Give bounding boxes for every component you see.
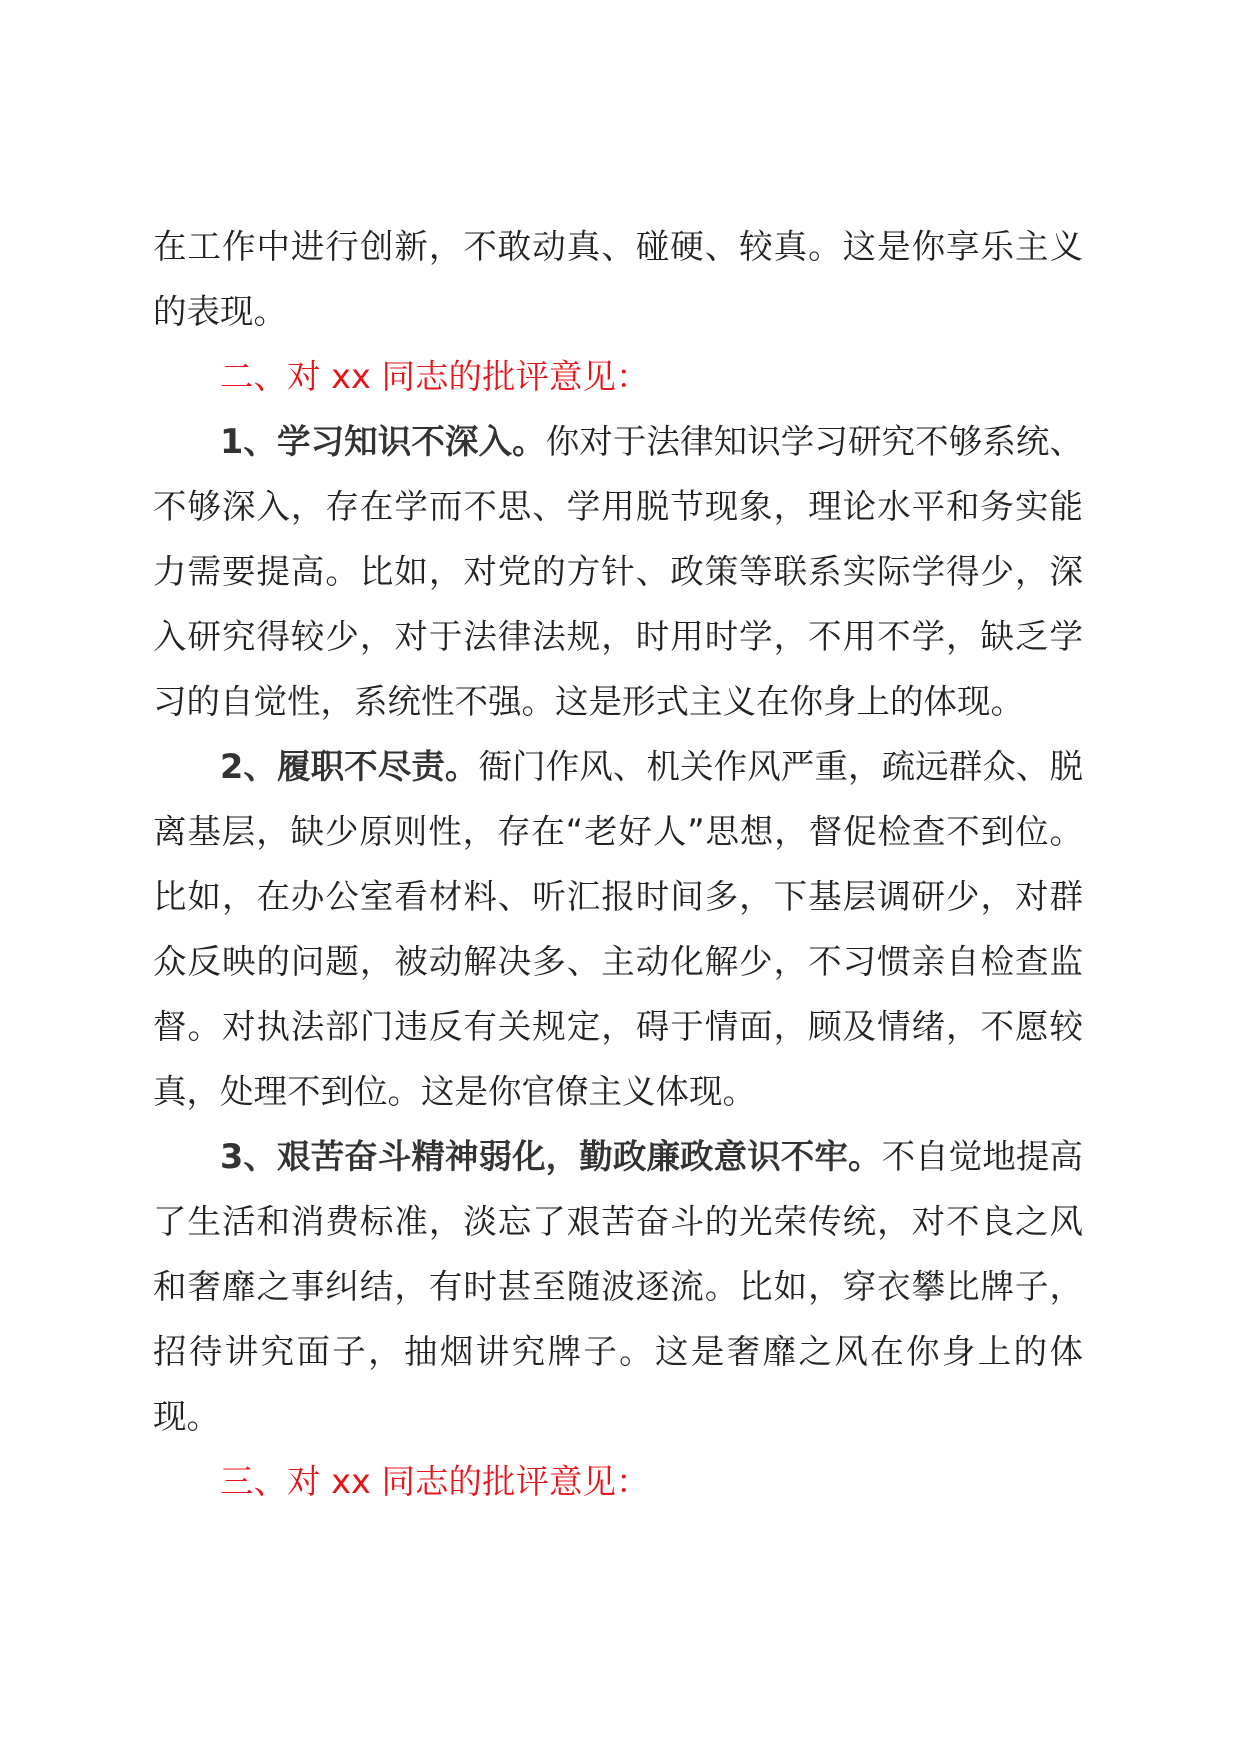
paragraph-text: 你对于法律知识学习研究不够系统、不够深入，存在学而不思、学用脱节现象，理论水平和务实能力需要提高。比如，对党的方针、政策等联系实际学得少，深入研究得较少，对于法律法规，时用时学，不用不学，缺乏学习的自觉性，系统性不强。这是形式主义在你身上的体现。 xyxy=(153,422,1083,721)
paragraph-item-2 xyxy=(153,734,1083,1124)
item-lead-text: 3、艰苦奋斗精神弱化，勤政廉政意识不牢。 xyxy=(220,1137,882,1176)
paragraph-text: 在工作中进行创新，不敢动真、碰硬、较真。这是你享乐主义的表现。 xyxy=(153,227,1083,331)
paragraph-item-1 xyxy=(153,409,1083,734)
item-lead-text: 1、学习知识不深入。 xyxy=(220,422,546,461)
section-heading-2 xyxy=(153,344,1083,409)
document-body xyxy=(153,214,1083,1514)
item-lead-text: 2、履职不尽责。 xyxy=(220,747,479,786)
paragraph-continuation xyxy=(153,214,1083,344)
section-heading-text: 三、对 xx 同志的批评意见： xyxy=(220,1462,650,1501)
paragraph-text: 衙门作风、机关作风严重，疏远群众、脱离基层，缺少原则性，存在“老好人”思想，督促检查不到位。比如，在办公室看材料、听汇报时间多，下基层调研少，对群众反映的问题，被动解决多、主动化解少，不习惯亲自检查监督。对执法部门违反有关规定，碍于情面，顾及情绪，不愿较真，处理不到位。这是你官僚主义体现。 xyxy=(153,747,1084,1111)
paragraph-text: 不自觉地提高了生活和消费标准，淡忘了艰苦奋斗的光荣传统，对不良之风和奢靡之事纠结，有时甚至随波逐流。比如，穿衣攀比牌子，招待讲究面子，抽烟讲究牌子。这是奢靡之风在你身上的体现。 xyxy=(153,1137,1083,1436)
section-heading-3 xyxy=(153,1449,1083,1514)
section-heading-text: 二、对 xx 同志的批评意见： xyxy=(220,357,650,396)
paragraph-item-3 xyxy=(153,1124,1083,1449)
